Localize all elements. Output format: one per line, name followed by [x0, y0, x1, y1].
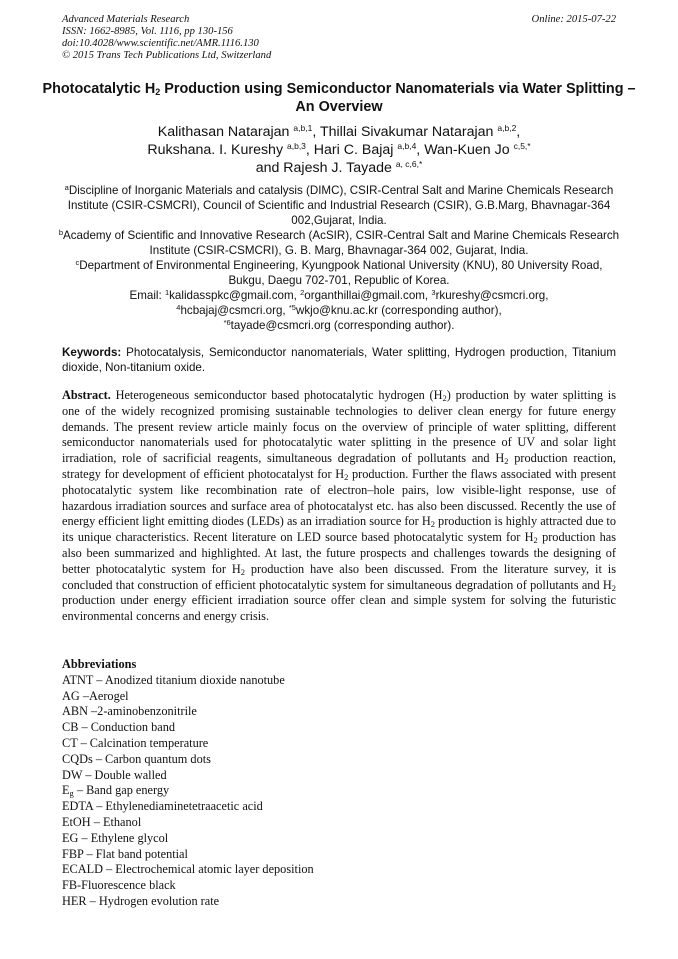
- email-label: Email:: [129, 289, 165, 302]
- email-mark: *5: [288, 303, 296, 312]
- abbreviation-item: EDTA – Ethylenediaminetetraacetic acid: [62, 799, 263, 814]
- affiliation-mark: a: [64, 183, 69, 192]
- affiliation-a: [56, 183, 622, 228]
- title-subscript: 2: [155, 87, 161, 97]
- email-address[interactable]: hcbajaj@csmcri.org,: [180, 304, 289, 317]
- abbreviation-item: HER – Hydrogen evolution rate: [62, 893, 220, 908]
- abbreviation-item: EtOH – Ethanol: [62, 814, 142, 829]
- abstract-text: ) production by water splitting is one of the widely recognized promising sustainable technologies to deliver clean energy for future energy demands. The present review article mainly focus on the overview of principle of water splitting, different semiconductor nanomaterials used for photocatalytic water splitting in the presence of UV and solar light irradiation, role of sacrificial reagents, simultaneous degradation of pollutants and H: [62, 388, 616, 466]
- paper-title: [40, 80, 638, 116]
- author-affil-mark: a,b,1: [293, 123, 313, 133]
- email-address[interactable]: rkureshy@csmcri.org,: [435, 289, 549, 302]
- author-separator: ,: [305, 142, 314, 158]
- author-separator: ,: [312, 124, 320, 140]
- abstract-subscript: 2: [504, 456, 509, 467]
- email-address[interactable]: tayade@csmcri.org (corresponding author).: [230, 319, 455, 332]
- abbreviation-item: DW – Double walled: [62, 767, 167, 782]
- email-mark: 3: [431, 288, 436, 297]
- author-affil-mark: c,5,*: [513, 141, 531, 151]
- abbreviation-item: CQDs – Carbon quantum dots: [62, 751, 211, 766]
- title-part-2: Production using Semiconductor Nanomaterials via Water Splitting – An Overview: [160, 81, 636, 115]
- email-line-1: [56, 288, 622, 303]
- abbreviation-item: ECALD – Electrochemical atomic layer deposition: [62, 862, 314, 877]
- abstract-label: Abstract.: [62, 388, 111, 402]
- abstract-subscript: 2: [611, 582, 616, 593]
- abbreviation-item: FB-Fluorescence black: [62, 878, 176, 893]
- abstract-subscript: 2: [442, 393, 447, 403]
- affiliation-text: Academy of Scientific and Innovative Research (AcSIR), CSIR-Central Salt and Marine Chemicals Research Institute (CSIR-CSMCRI), G. B. Marg, Bhavnagar-364 002, Gujarat, India.: [63, 229, 620, 257]
- abbreviation-text: – Band gap energy: [73, 783, 170, 798]
- email-mark: *6: [223, 318, 231, 327]
- affiliation-text: Discipline of Inorganic Materials and catalysis (DIMC), CSIR-Central Salt and Marine Chemicals Research Institute (CSIR-CSMCRI), Council of Scientific and Industrial Research (CSIR), G.B.Marg, Bhavnagar-364 002,Gujarat, India.: [67, 184, 614, 227]
- abstract-text: production under energy efficient irradiation source offer clean and simple system for solving the futuristic environmental concerns and energy crisis.: [62, 593, 616, 624]
- abbreviation-item: AG –Aerogel: [62, 688, 129, 703]
- author-name: Thillai Sivakumar Natarajan: [319, 124, 494, 140]
- author-name: Kalithasan Natarajan: [157, 124, 290, 140]
- author-line-3: [40, 159, 638, 177]
- abstract-text: production is highly attracted due to its unique characteristics. Recent literature on LED source based photocatalytic system for H: [62, 514, 617, 545]
- abbreviation-item: CB – Conduction band: [62, 720, 176, 735]
- author-affil-mark: a,b,2: [497, 123, 517, 133]
- affiliation-c: [56, 258, 622, 288]
- journal-copyright: © 2015 Trans Tech Publications Ltd, Switzerland: [62, 50, 272, 61]
- abbreviation-item: ABN –2-aminobenzonitrile: [62, 704, 197, 719]
- email-mark: 2: [300, 288, 305, 297]
- abstract-text: production has also been summarized and highlighted. At last, the future prospects and challenges towards the designing of better photocatalytic system for H: [62, 530, 616, 576]
- keywords-section: [62, 345, 616, 375]
- author-affil-mark: a, c,6,*: [395, 159, 423, 169]
- email-mark: 1: [164, 288, 170, 297]
- abbreviation-item: FBP – Flat band potential: [62, 846, 188, 861]
- abbreviation-item-eg: [62, 783, 616, 799]
- abbreviation-item: ATNT – Anodized titanium dioxide nanotube: [62, 672, 285, 687]
- abstract-text: Heterogeneous semiconductor based photocatalytic hydrogen (H: [110, 388, 443, 402]
- abbreviation-symbol: E: [62, 783, 70, 798]
- online-date: Online: 2015-07-22: [531, 14, 616, 25]
- abstract-subscript: 2: [240, 566, 245, 577]
- author-line-2: [40, 141, 638, 159]
- abstract-subscript: 2: [344, 471, 349, 482]
- author-name: and Rajesh J. Tayade: [255, 160, 392, 176]
- email-line-2: [56, 303, 622, 318]
- abbreviations-title: Abbreviations: [62, 657, 137, 671]
- email-line-3: [56, 318, 622, 333]
- affiliation-mark: b: [58, 228, 64, 237]
- email-mark: 4: [176, 303, 181, 312]
- affiliation-mark: c: [75, 258, 80, 267]
- affiliation-b: [56, 228, 622, 258]
- abstract-subscript: 2: [533, 535, 538, 546]
- abbreviation-item: EG – Ethylene glycol: [62, 830, 169, 845]
- title-part-1: Photocatalytic H: [42, 81, 156, 97]
- keywords-text: Photocatalysis, Semiconductor nanomaterials, Water splitting, Hydrogen production, Titanium dioxide, Non-titanium oxide.: [62, 346, 616, 374]
- author-separator: ,: [416, 142, 425, 158]
- author-name: Hari C. Bajaj: [313, 142, 394, 158]
- keywords-label: Keywords:: [62, 346, 122, 359]
- email-address[interactable]: kalidasspkc@gmail.com,: [169, 289, 301, 302]
- email-address[interactable]: wkjo@knu.ac.kr (corresponding author),: [295, 304, 502, 317]
- author-list: [40, 123, 638, 177]
- author-affil-mark: a,b,4: [397, 141, 417, 151]
- email-address[interactable]: organthillai@gmail.com,: [304, 289, 432, 302]
- abstract-text: production have also been discussed. From the literature survey, it is concluded that construction of efficient photocatalytic system for simultaneous degradation of pollutants and H: [62, 561, 616, 592]
- abstract-text: production. Further the flaws associated with present photocatalytic system like recombination rate of electron–hole pairs, low visible-light response, use of hazardous irradiation sources and surface area of photocatalyst etc. has also been discussed. Recently the use of energy efficient light emitting diodes (LEDs) as an irradiation source for H: [62, 466, 616, 529]
- abstract-text: production reaction, strategy for development of efficient photocatalyst for H: [62, 451, 616, 481]
- affiliation-text: Department of Environmental Engineering, Kyungpook National University (KNU), 80 University Road, Bukgu, Daegu 702-701, Republic of Korea.: [79, 259, 603, 287]
- author-name: Rukshana. I. Kureshy: [147, 142, 284, 158]
- abstract-section: [62, 388, 616, 625]
- abbreviation-subscript: g: [69, 788, 74, 799]
- affiliations: [56, 183, 622, 333]
- abbreviation-item: CT – Calcination temperature: [62, 735, 209, 750]
- author-line-1: [40, 123, 638, 141]
- journal-header: [62, 14, 271, 62]
- author-separator: ,: [516, 124, 521, 140]
- journal-issn: ISSN: 1662-8985, Vol. 1116, pp 130-156: [62, 26, 233, 37]
- abstract-subscript: 2: [430, 519, 435, 530]
- author-affil-mark: a,b,3: [287, 141, 306, 151]
- journal-name: Advanced Materials Research: [62, 14, 190, 25]
- abbreviations-section: [62, 657, 616, 910]
- author-name: Wan-Kuen Jo: [424, 142, 510, 158]
- journal-doi: doi:10.4028/www.scientific.net/AMR.1116.130: [62, 38, 259, 49]
